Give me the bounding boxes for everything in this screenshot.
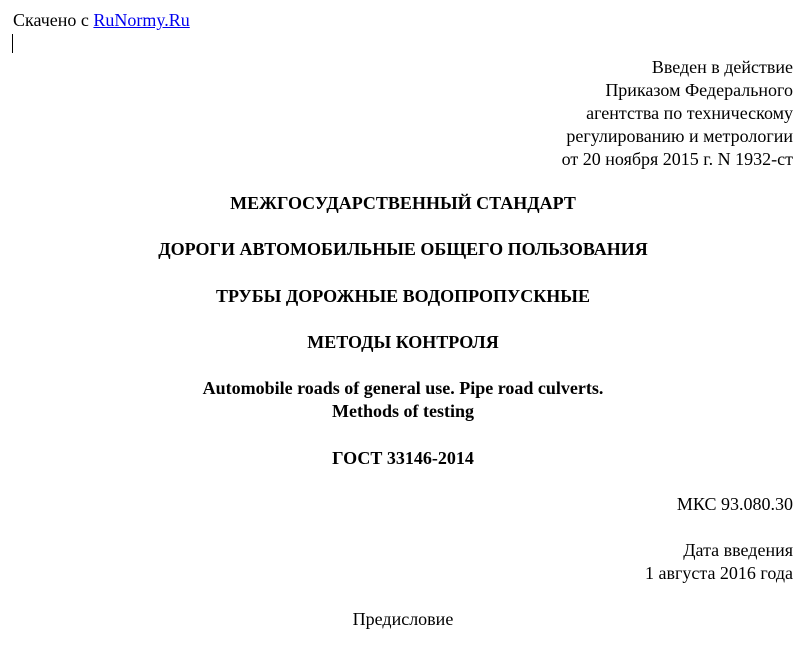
source-line	[13, 9, 190, 32]
gost-number: ГОСТ 33146-2014	[332, 448, 474, 468]
section-heading: Предисловие	[352, 609, 454, 629]
effective-date-value: 1 августа 2016 года	[645, 563, 793, 583]
introduction-line: агентства по техническому	[586, 103, 793, 123]
title-line-1: ДОРОГИ АВТОМОБИЛЬНЫЕ ОБЩЕГО ПОЛЬЗОВАНИЯ	[158, 239, 648, 259]
english-title-line-2: Methods of testing	[332, 401, 474, 421]
english-title-line-1: Automobile roads of general use. Pipe road culverts.	[202, 378, 604, 398]
introduction-line: регулированию и метрологии	[566, 126, 793, 146]
title-line-2: ТРУБЫ ДОРОЖНЫЕ ВОДОПРОПУСКНЫЕ	[216, 286, 590, 306]
source-prefix: Скачено с	[13, 10, 94, 30]
introduction-line: Введен в действие	[651, 57, 793, 77]
introduction-line: от 20 ноября 2015 г. N 1932-ст	[561, 149, 793, 169]
title-line-3: МЕТОДЫ КОНТРОЛЯ	[307, 332, 499, 352]
standard-type-heading: МЕЖГОСУДАРСТВЕННЫЙ СТАНДАРТ	[230, 193, 576, 213]
text-cursor	[12, 34, 13, 53]
effective-date-label: Дата введения	[683, 540, 793, 560]
source-link[interactable]: RuNormy.Ru	[93, 10, 190, 30]
introduction-block	[562, 56, 793, 171]
introduction-line: Приказом Федерального	[605, 80, 793, 100]
mks-code: МКС 93.080.30	[676, 494, 793, 514]
